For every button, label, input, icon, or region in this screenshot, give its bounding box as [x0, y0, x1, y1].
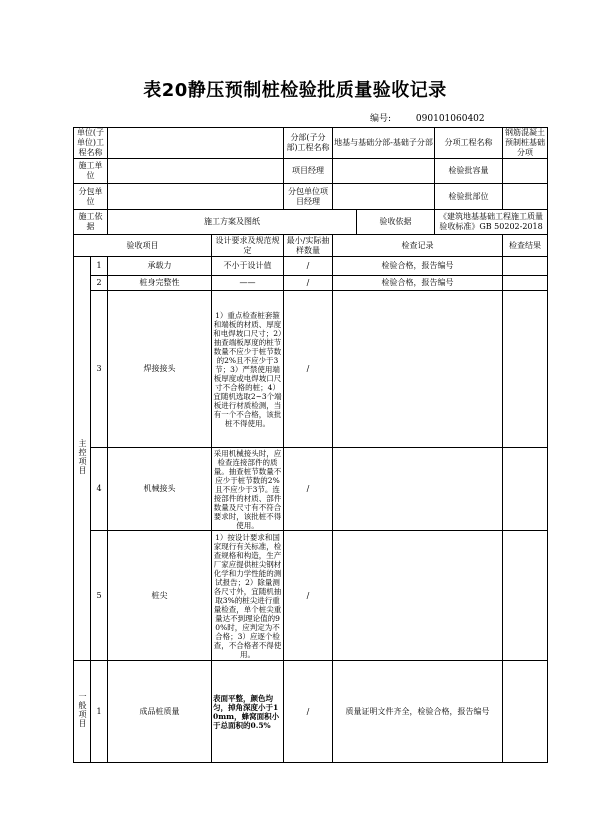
record-number — [370, 111, 485, 124]
record-number-label: 编号: — [370, 114, 392, 124]
item-number: 5 — [91, 531, 108, 661]
project-manager-value[interactable] — [333, 159, 435, 184]
item-record[interactable] — [333, 531, 503, 661]
sub-pm-value[interactable] — [333, 184, 435, 210]
division-name-label: 分部(子分部)工程名称 — [284, 128, 333, 159]
item-number: 1 — [91, 661, 108, 763]
acceptance-basis-value: 《建筑地基基础工程施工质量验收标准》GB 50202-2018 — [435, 210, 548, 235]
item-result[interactable] — [503, 291, 548, 448]
general-item-label: 一般项目 — [74, 661, 91, 763]
item-name: 机械接头 — [108, 448, 212, 531]
column-design-requirement: 设计要求及规范规定 — [212, 235, 284, 257]
batch-location-label: 检验批部位 — [435, 184, 503, 210]
column-inspection-result: 检查结果 — [503, 235, 548, 257]
item-result[interactable] — [503, 276, 548, 291]
item-name: 成品桩质量 — [108, 661, 212, 763]
unit-name-value[interactable] — [108, 128, 284, 159]
record-number-value: 090101060402 — [415, 114, 485, 124]
item-number: 1 — [91, 257, 108, 276]
item-sample: / — [284, 257, 333, 276]
subcontractor-value[interactable] — [108, 184, 284, 210]
project-manager-label: 项目经理 — [284, 159, 333, 184]
item-record: 检验合格，报告编号 — [333, 276, 503, 291]
item-sample: / — [284, 291, 333, 448]
subcontractor-label: 分包单位 — [74, 184, 108, 210]
column-inspection-record: 检查记录 — [333, 235, 503, 257]
construction-basis-value: 施工方案及图纸 — [108, 210, 357, 235]
item-name: 承载力 — [108, 257, 212, 276]
construction-basis-label: 施工依据 — [74, 210, 108, 235]
division-name-value: 地基与基础分部-基础子分部 — [333, 128, 435, 159]
item-sample: / — [284, 448, 333, 531]
item-record[interactable] — [333, 291, 503, 448]
item-sample: / — [284, 276, 333, 291]
acceptance-basis-label: 验收依据 — [357, 210, 435, 235]
subitem-name-value: 钢筋混凝土预制桩基础分项 — [503, 128, 548, 159]
main-control-label: 主控项目 — [74, 257, 91, 661]
item-requirement: 表面平整，颜色均匀，掉角深度小于10mm，蜂窝面积小于总面积的0.5% — [212, 661, 284, 763]
item-result[interactable] — [503, 448, 548, 531]
item-sample: / — [284, 661, 333, 763]
item-name: 焊接接头 — [108, 291, 212, 448]
column-item: 验收项目 — [74, 235, 212, 257]
contractor-label: 施工单位 — [74, 159, 108, 184]
subitem-name-label: 分项工程名称 — [435, 128, 503, 159]
item-number: 2 — [91, 276, 108, 291]
item-requirement: 1）重点检查桩套箍和端板的材质、厚度和电焊坡口尺寸；2）抽查端板厚度的桩节数量不应少于桩节数的2%且不应少于3节；3）严禁使用端板厚度或电焊坡口尺寸不合格的桩；4）宜随机选取2~3个端板进行材质检测，当有一个不合格，该批桩不得使用。 — [212, 291, 284, 448]
batch-capacity-value[interactable] — [503, 159, 548, 184]
acceptance-form-table — [73, 127, 548, 763]
item-requirement: 采用机械接头时，应检查连接部件的质量。抽查桩节数量不应少于桩节数的2%且不应少于3节。连接部件的材质、部件数量及尺寸有不符合要求时，该批桩不得使用。 — [212, 448, 284, 531]
item-record: 检验合格，报告编号 — [333, 257, 503, 276]
item-requirement: —— — [212, 276, 284, 291]
batch-location-value[interactable] — [503, 184, 548, 210]
page-title: 表20静压预制桩检验批质量验收记录 — [143, 80, 447, 101]
item-sample: / — [284, 531, 333, 661]
batch-capacity-label: 检验批容量 — [435, 159, 503, 184]
contractor-value[interactable] — [108, 159, 284, 184]
item-name: 桩身完整性 — [108, 276, 212, 291]
item-record: 质量证明文件齐全，检验合格，报告编号 — [333, 661, 503, 763]
sub-pm-label: 分包单位项目经理 — [284, 184, 333, 210]
item-requirement: 1）按设计要求和国家现行有关标准，检查规格和构造，生产厂家应提供桩尖钢材化学和力学性能的测试报告；2）除量测各尺寸外，宜随机抽取3%的桩尖进行重量检查，单个桩尖重量达不到理论值的90%时，应判定为不合格；3）应逐个检查，不合格者不得使用。 — [212, 531, 284, 661]
item-result[interactable] — [503, 661, 548, 763]
item-result[interactable] — [503, 257, 548, 276]
item-record[interactable] — [333, 448, 503, 531]
unit-name-label: 单位(子单位)工程名称 — [74, 128, 108, 159]
column-sample-count: 最小/实际抽样数量 — [284, 235, 333, 257]
item-number: 4 — [91, 448, 108, 531]
item-name: 桩尖 — [108, 531, 212, 661]
item-number: 3 — [91, 291, 108, 448]
item-requirement: 不小于设计值 — [212, 257, 284, 276]
item-result[interactable] — [503, 531, 548, 661]
